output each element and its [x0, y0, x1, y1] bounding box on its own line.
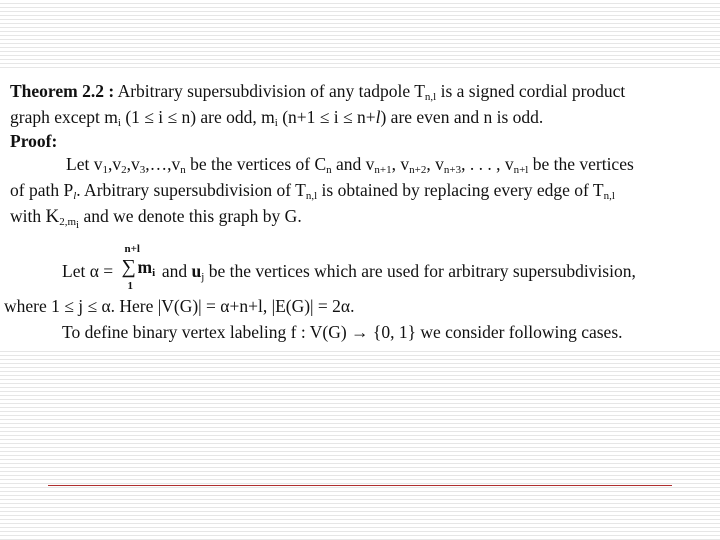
proof-line-5: where 1 ≤ j ≤ α. Here |V(G)| = α+n+l, |E(G)| = 2α. [4, 296, 355, 316]
theorem-line-1: Theorem 2.2 : Arbitrary supersubdivision of any tadpole $T_{n,l}$ is a signed cordial product [10, 81, 626, 103]
theorem-line-2: graph except $m_i$ (1 ≤ i ≤ n) are odd, $m_i$ (n+1 ≤ i ≤ n+l) are even and n is odd. [10, 107, 544, 129]
k-subscript: 2,mi [59, 216, 80, 231]
proof-line-4: Let α = n+l ∑ $m_i$ 1 and $u_j$ be the vertices which are used for arbitrary supersubdivision, [62, 243, 636, 292]
proof-line-2: of path $P_l$. Arbitrary supersubdivision of $T_{n,l}$ is obtained by replacing every edge of $T_{n,l}$ [10, 180, 615, 202]
proof-line-6: To define binary vertex labeling f : V(G) → {0, 1} we consider following cases. [62, 322, 623, 342]
proof-line-1: Let $v_1,v_2,v_3,\dots,v_n$ be the vertices of $C_n$ and $v_{n+1}$, $v_{n+2}$, $v_{n+3}$, . . . , $v_{n+l}$ be the vertices [66, 154, 634, 176]
proof-line-3: with $K_{2,m_i}$ and we denote this graph by G. [10, 206, 302, 231]
theorem-label: Theorem 2.2 : [10, 81, 115, 101]
proof-label: Proof: [10, 131, 58, 151]
summation: n+l ∑ $m_i$ 1 [121, 243, 156, 292]
footer-divider [48, 485, 672, 486]
